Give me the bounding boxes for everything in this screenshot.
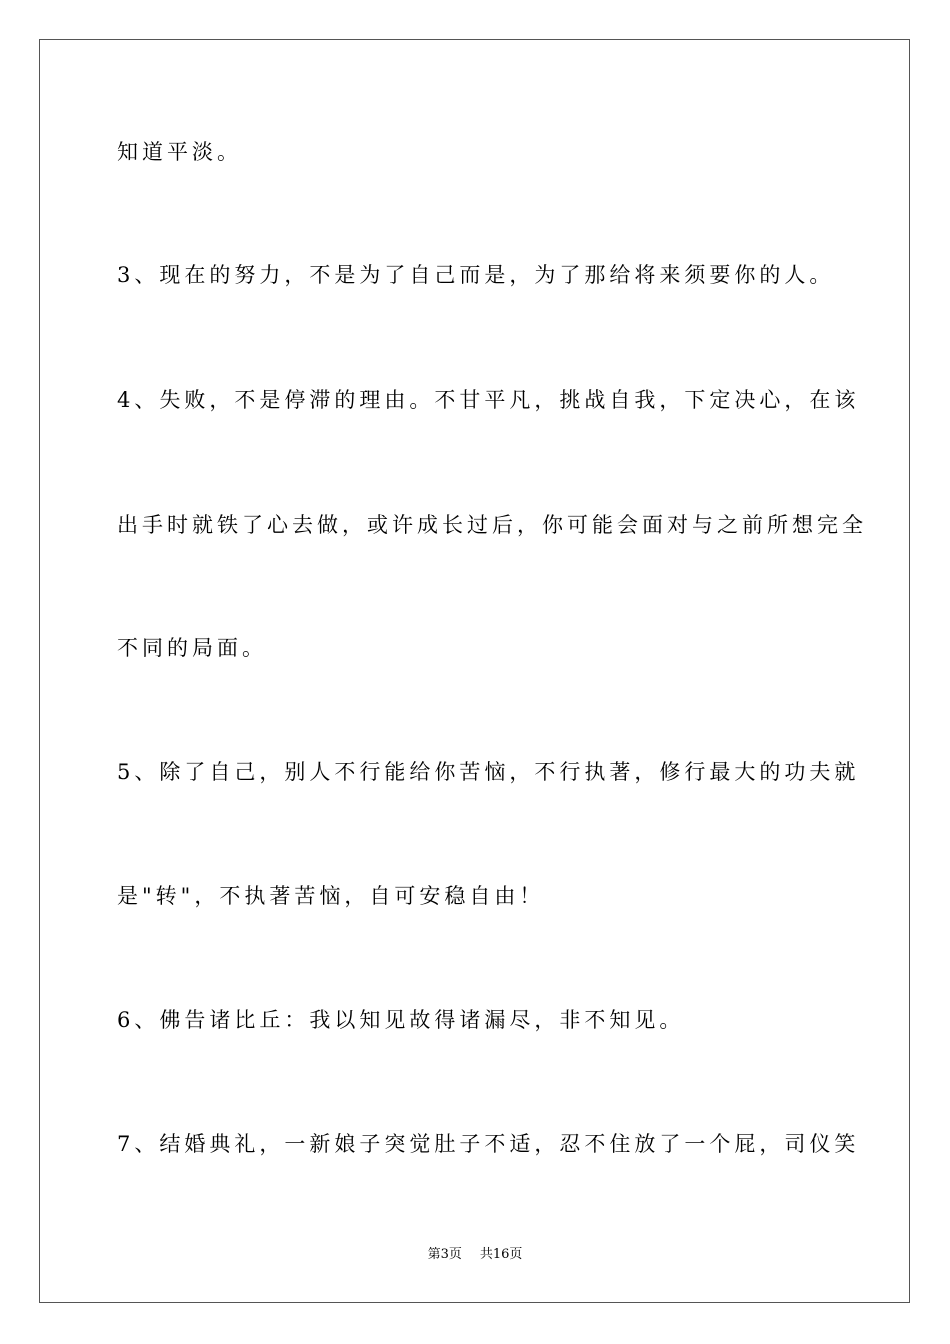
- page-number: 第3页: [427, 1247, 462, 1262]
- text-line-7: 是"转"，不执著苦恼，自可安稳自由！: [117, 884, 545, 908]
- text-line-9: 7、结婚典礼，一新娘子突觉肚子不适，忍不住放了一个屁，司仪笑: [117, 1132, 860, 1156]
- text-line-5: 不同的局面。: [117, 636, 267, 660]
- text-line-8: 6、佛告诸比丘：我以知见故得诸漏尽，非不知见。: [117, 1008, 685, 1032]
- page-footer: [0, 1246, 950, 1264]
- text-line-6: 5、除了自己，别人不行能给你苦恼，不行执著，修行最大的功夫就: [117, 760, 860, 784]
- text-line-4: 出手时就铁了心去做，或许成长过后，你可能会面对与之前所想完全: [117, 513, 867, 537]
- text-line-3: 4、失败，不是停滞的理由。不甘平凡，挑战自我，下定决心，在该: [117, 388, 860, 412]
- text-line-1: 知道平淡。: [117, 140, 242, 164]
- page-border: [39, 39, 910, 1303]
- total-pages: 共16页: [479, 1247, 523, 1262]
- text-line-2: 3、现在的努力，不是为了自己而是，为了那给将来须要你的人。: [117, 263, 835, 287]
